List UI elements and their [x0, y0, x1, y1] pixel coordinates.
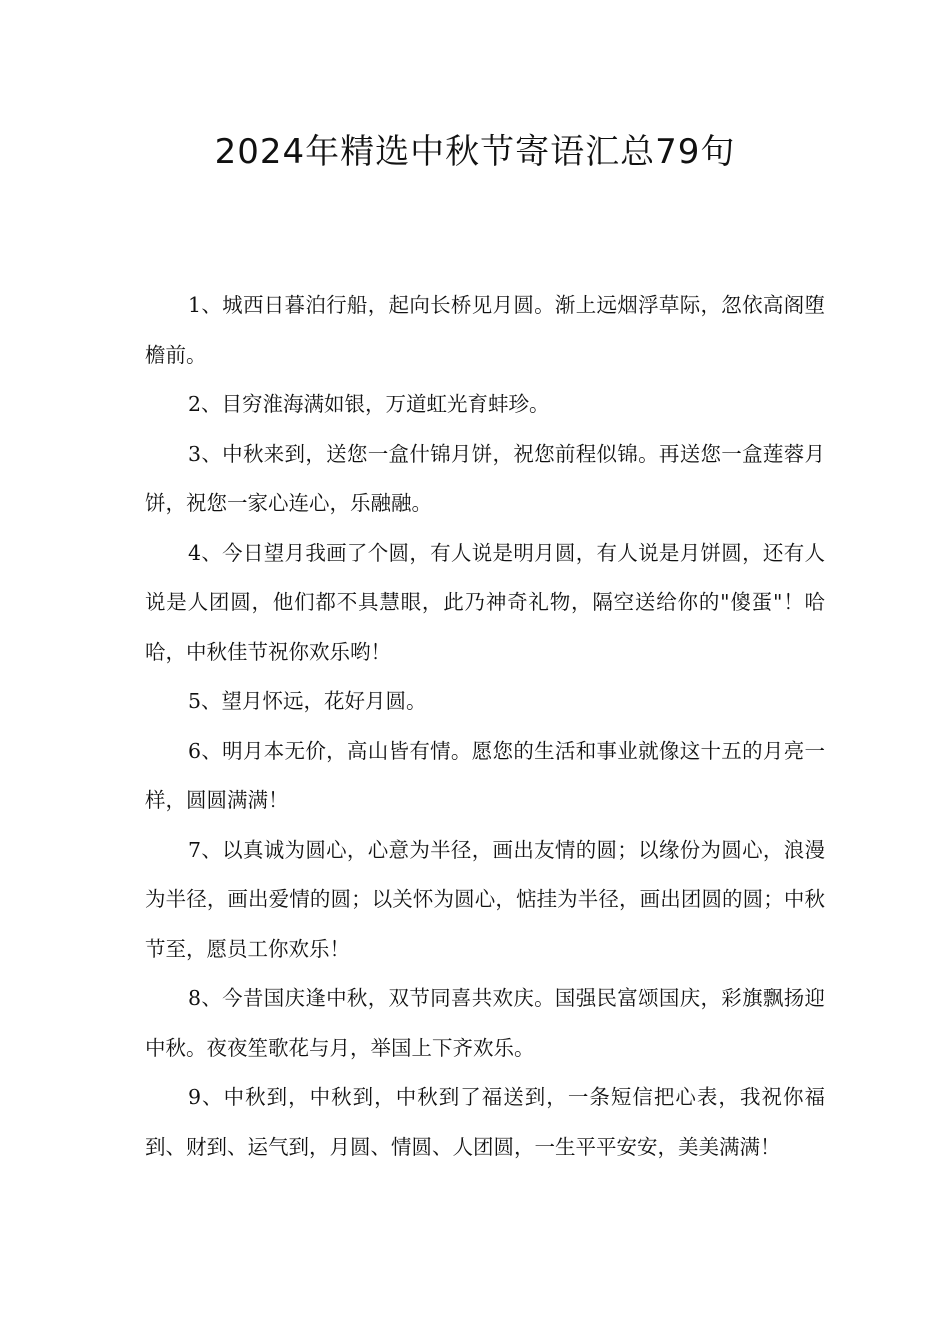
paragraph-8: 8、今昔国庆逢中秋，双节同喜共欢庆。国强民富颂国庆，彩旗飘扬迎中秋。夜夜笙歌花与月，举国上下齐欢乐。 — [145, 986, 825, 1060]
document-body — [145, 281, 825, 1172]
paragraph-7: 7、以真诚为圆心，心意为半径，画出友情的圆；以缘份为圆心，浪漫为半径，画出爱情的圆；以关怀为圆心，惦挂为半径，画出团圆的圆；中秋节至，愿员工你欢乐！ — [145, 837, 825, 961]
document-title: 2024年精选中秋节寄语汇总79句 — [214, 132, 736, 172]
paragraph-3: 3、中秋来到，送您一盒什锦月饼，祝您前程似锦。再送您一盒莲蓉月饼，祝您一家心连心，乐融融。 — [145, 441, 825, 515]
paragraph-9: 9、中秋到，中秋到，中秋到了福送到，一条短信把心表，我祝你福到、财到、运气到，月圆、情圆、人团圆，一生平平安安，美美满满！ — [145, 1085, 825, 1159]
paragraph-5: 5、望月怀远，花好月圆。 — [188, 689, 427, 713]
paragraph-1: 1、城西日暮泊行船，起向长桥见月圆。渐上远烟浮草际，忽依高阁堕檐前。 — [145, 293, 825, 367]
paragraph-6: 6、明月本无价，高山皆有情。愿您的生活和事业就像这十五的月亮一样，圆圆满满！ — [145, 738, 825, 812]
paragraph-4: 4、今日望月我画了个圆，有人说是明月圆，有人说是月饼圆，还有人说是人团圆，他们都不具慧眼，此乃神奇礼物，隔空送给你的"傻蛋"！哈哈，中秋佳节祝你欢乐哟！ — [145, 540, 825, 664]
paragraph-2: 2、目穷淮海满如银，万道虹光育蚌珍。 — [188, 392, 550, 416]
